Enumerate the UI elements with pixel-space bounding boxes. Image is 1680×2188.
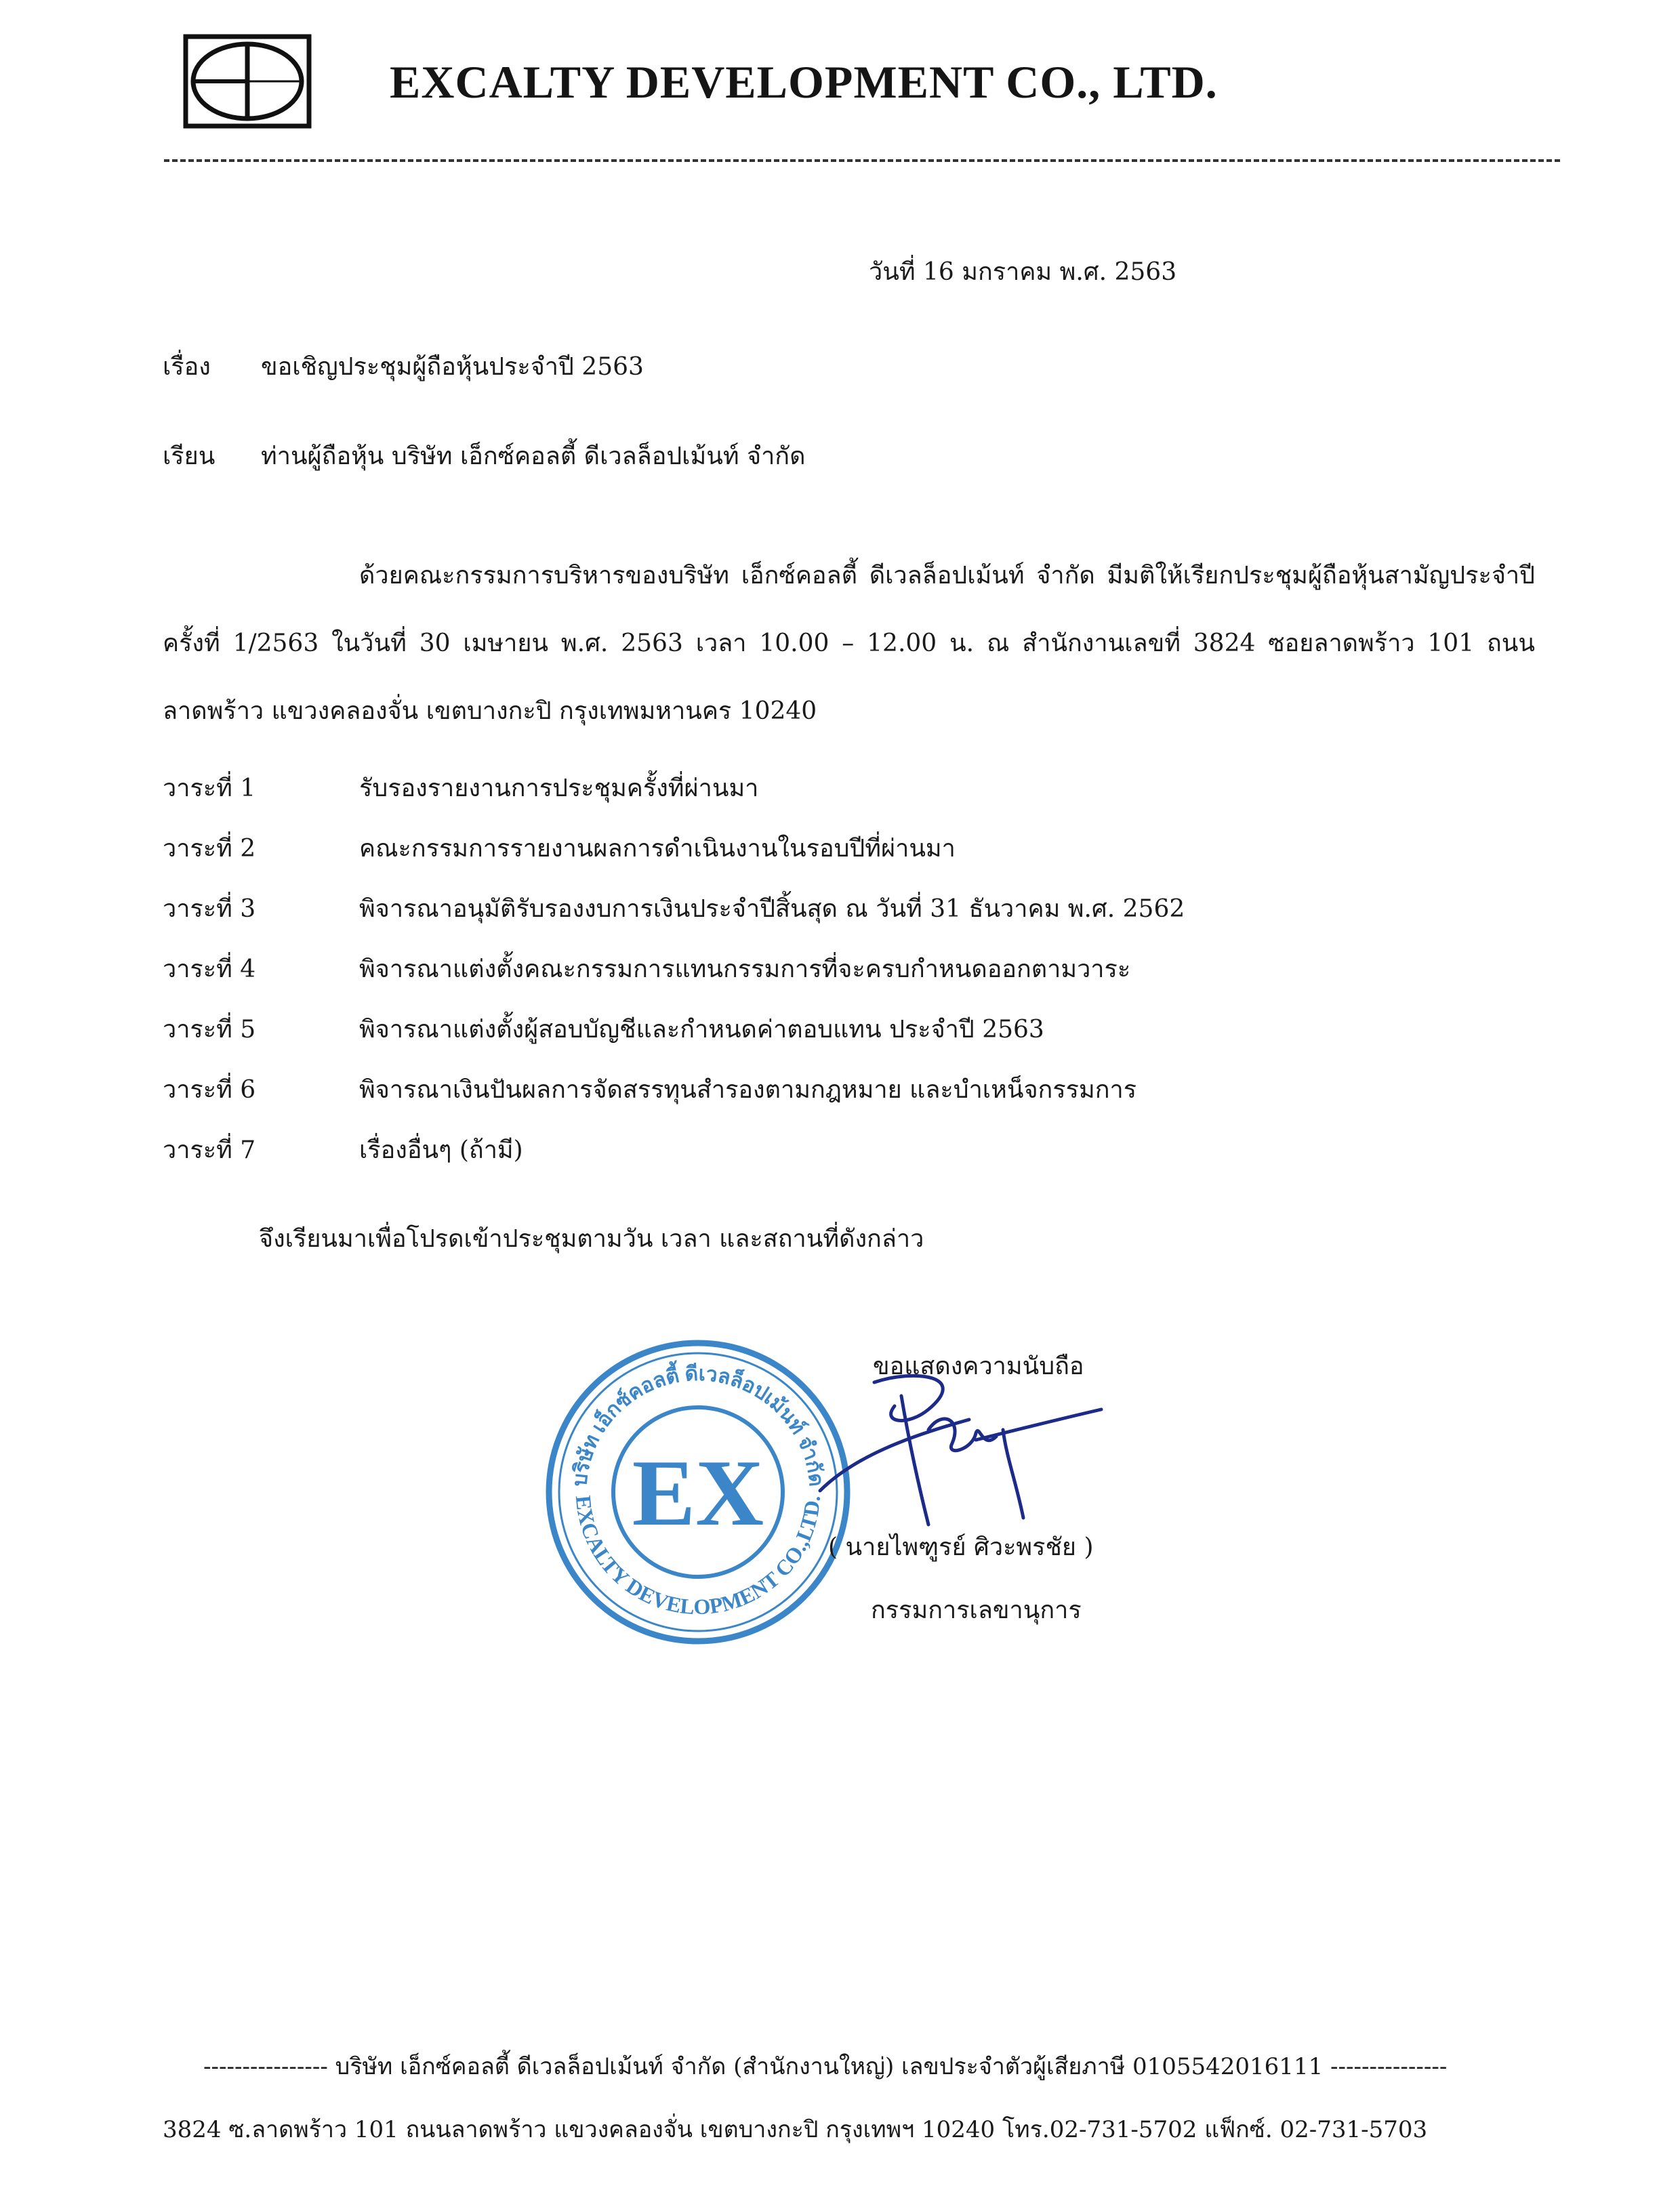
agenda-item (163, 1119, 1518, 1180)
agenda-item (163, 999, 1518, 1059)
agenda-text: คณะกรรมการรายงานผลการดำเนินงานในรอบปีที่ผ่านมา (359, 835, 956, 863)
header-divider (164, 159, 1560, 162)
footer-address-line: 3824 ซ.ลาดพร้าว 101 ถนนลาดพร้าว แขวงคลองจั่น เขตบางกะปิ กรุงเทพฯ 10240 โทร.02-731-5702 แฟ็กซ์. 02-731-5703 (163, 2116, 1428, 2143)
agenda-item (163, 818, 1518, 878)
signature (800, 1355, 1111, 1538)
company-name: EXCALTY DEVELOPMENT CO., LTD. (390, 56, 1218, 108)
agenda-text: รับรองรายงานการประชุมครั้งที่ผ่านมา (359, 775, 759, 802)
agenda-text: พิจารณาเงินปันผลการจัดสรรทุนสำรองตามกฎหมาย และบำเหน็จกรรมการ (359, 1076, 1137, 1104)
agenda-number: วาระที่ 1 (163, 775, 256, 802)
body-paragraph: ด้วยคณะกรรมการบริหารของบริษัท เอ็กซ์คอลตี้ ดีเวลล็อปเม้นท์ จำกัด มีมติให้เรียกประชุมผู้ถือหุ้นสามัญประจำปี ครั้งที่ 1/2563 ในวันที่ 30 เมษายน พ.ศ. 2563 เวลา 10.00 – 12.00 น. ณ สำนักงานเลขที่ 3824 ซอยลาดพร้าว 101 ถนนลาดพร้าว แขวงคลองจั่น เขตบางกะปิ กรุงเทพมหานคร 10240 (163, 562, 1535, 725)
agenda-number: วาระที่ 7 (163, 1136, 256, 1164)
recipient-text: ท่านผู้ถือหุ้น บริษัท เอ็กซ์คอลตี้ ดีเวลล็อปเม้นท์ จำกัด (261, 442, 806, 470)
company-logo (183, 34, 312, 129)
subject-text: ขอเชิญประชุมผู้ถือหุ้นประจำปี 2563 (261, 353, 644, 381)
stamp-ring-bottom: EXCALTY DEVELOPMENT CO.,LTD. (571, 1494, 825, 1619)
closing-text: จึงเรียนมาเพื่อโปรดเข้าประชุมตามวัน เวลา และสถานที่ดังกล่าว (259, 1225, 924, 1253)
agenda-text: พิจารณาแต่งตั้งผู้สอบบัญชีและกำหนดค่าตอบแทน ประจำปี 2563 (359, 1016, 1044, 1044)
agenda-number: วาระที่ 3 (163, 895, 256, 923)
agenda-number: วาระที่ 4 (163, 955, 256, 983)
agenda-number: วาระที่ 6 (163, 1076, 256, 1104)
stamp-center-text: EX (632, 1441, 764, 1546)
agenda-list (163, 758, 1518, 1180)
letter-date: วันที่ 16 มกราคม พ.ศ. 2563 (869, 258, 1177, 286)
agenda-item (163, 878, 1518, 938)
stamp-ring-top: บริษัท เอ็กซ์คอลตี้ ดีเวลล็อปเม้นท์ จำกัด (569, 1362, 827, 1488)
agenda-number: วาระที่ 5 (163, 1016, 256, 1044)
footer-company-line: ---------------- บริษัท เอ็กซ์คอลตี้ ดีเวลล็อปเม้นท์ จำกัด (สำนักงานใหญ่) เลขประจำตัวผู้เสียภาษี 0105542016111 --------------- (203, 2053, 1448, 2080)
signer-position: กรรมการเลขานุการ (871, 1596, 1082, 1624)
recipient-label: เรียน (163, 442, 216, 470)
agenda-item (163, 1059, 1518, 1119)
agenda-text: พิจารณาแต่งตั้งคณะกรรมการแทนกรรมการที่จะครบกำหนดออกตามวาระ (359, 955, 1131, 983)
agenda-text: พิจารณาอนุมัติรับรองงบการเงินประจำปีสิ้นสุด ณ วันที่ 31 ธันวาคม พ.ศ. 2562 (359, 895, 1185, 923)
signer-name: ( นายไพฑูรย์ ศิวะพรชัย ) (828, 1533, 1094, 1561)
agenda-item (163, 938, 1518, 999)
agenda-item (163, 758, 1518, 818)
agenda-text: เรื่องอื่นๆ (ถ้ามี) (359, 1136, 523, 1164)
subject-label: เรื่อง (163, 353, 211, 381)
regards-text: ขอแสดงความนับถือ (873, 1353, 1084, 1380)
agenda-number: วาระที่ 2 (163, 835, 256, 863)
